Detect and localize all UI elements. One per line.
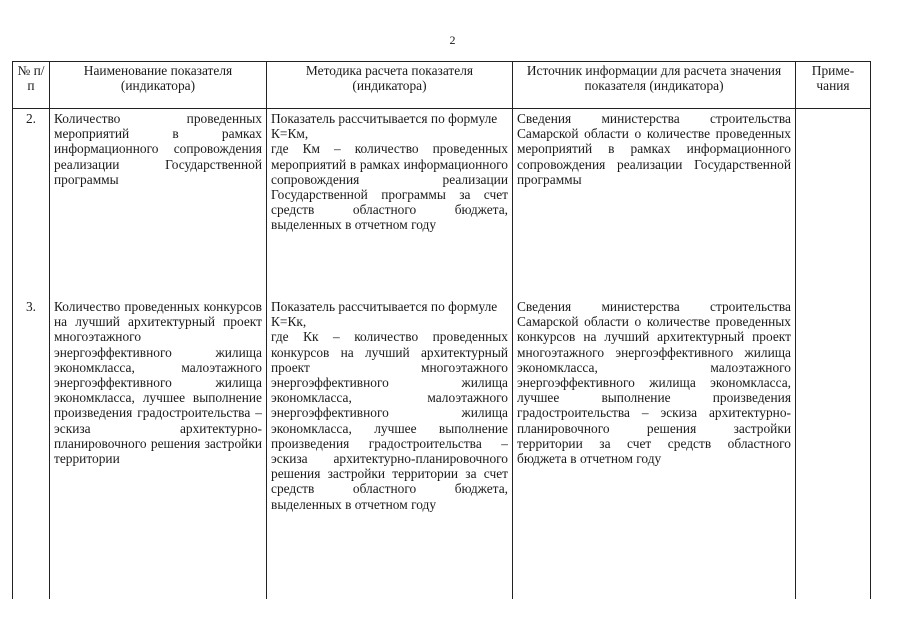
table-row <box>13 109 871 298</box>
page-number: 2 <box>449 33 456 47</box>
method-intro: Показатель рассчитывается по формуле <box>271 111 498 126</box>
row-num: 2. <box>13 109 50 298</box>
row-source: Сведения министерства строительства Самарской области о количестве проведенных конкурсов на лучший архитектурный проект многоэтажного энергоэффективного жилища экономкласса, малоэтажного энергоэффективного жилища экономкласса, лучшее выполнение произведения градостроительства – эскиза архитектурно-планировочного решения застройки территории за счет средств областного бюджета в отчетном году <box>513 297 796 599</box>
row-name: Количество проведенных конкурсов на лучший архитектурный проект многоэтажного энергоэффективного жилища экономкласса, малоэтажного энергоэффективного жилища экономкласса, лучшее выполнение произведения градостроительства – эскиза архитектурно-планировочного решения застройки территории <box>50 297 267 599</box>
row-method <box>267 109 513 298</box>
header-method: Методика расчета показателя (индикатора) <box>267 62 513 109</box>
method-intro: Показатель рассчитывается по формуле <box>271 299 498 314</box>
table-header-row <box>13 62 871 109</box>
method-formula: К=Км, <box>271 126 309 142</box>
header-notes: Приме-чания <box>796 62 871 109</box>
header-source: Источник информации для расчета значения показателя (индикатора) <box>513 62 796 109</box>
method-desc: где Кк – количество проведенных конкурсов на лучший архитектурный проект многоэтажного энергоэффективного жилища экономкласса, малоэтажного энергоэффективного жилища экономкласса, лучшее выполнение произведения градостроительства – эскиза архитектурно-планировочного решения застройки территории за счет средств областного бюджета, выделенных в отчетном году <box>271 329 508 512</box>
row-method <box>267 297 513 599</box>
row-notes <box>796 297 871 599</box>
row-source: Сведения министерства строительства Самарской области о количестве проведенных мероприятий в рамках информационного сопровождения реализации Государственной программы <box>513 109 796 298</box>
method-formula: К=Кк, <box>271 314 307 330</box>
row-name: Количество проведенных мероприятий в рамках информационного сопровождения реализации Государственной программы <box>50 109 267 298</box>
header-num: № п/п <box>13 62 50 109</box>
row-notes <box>796 109 871 298</box>
header-name: Наименование показателя (индикатора) <box>50 62 267 109</box>
table-row <box>13 297 871 599</box>
method-desc: где Км – количество проведенных мероприятий в рамках информационного сопровождения реализации Государственной программы за счет средств областного бюджета, выделенных в отчетном году <box>271 141 508 233</box>
indicator-table <box>12 61 871 599</box>
row-num: 3. <box>13 297 50 599</box>
